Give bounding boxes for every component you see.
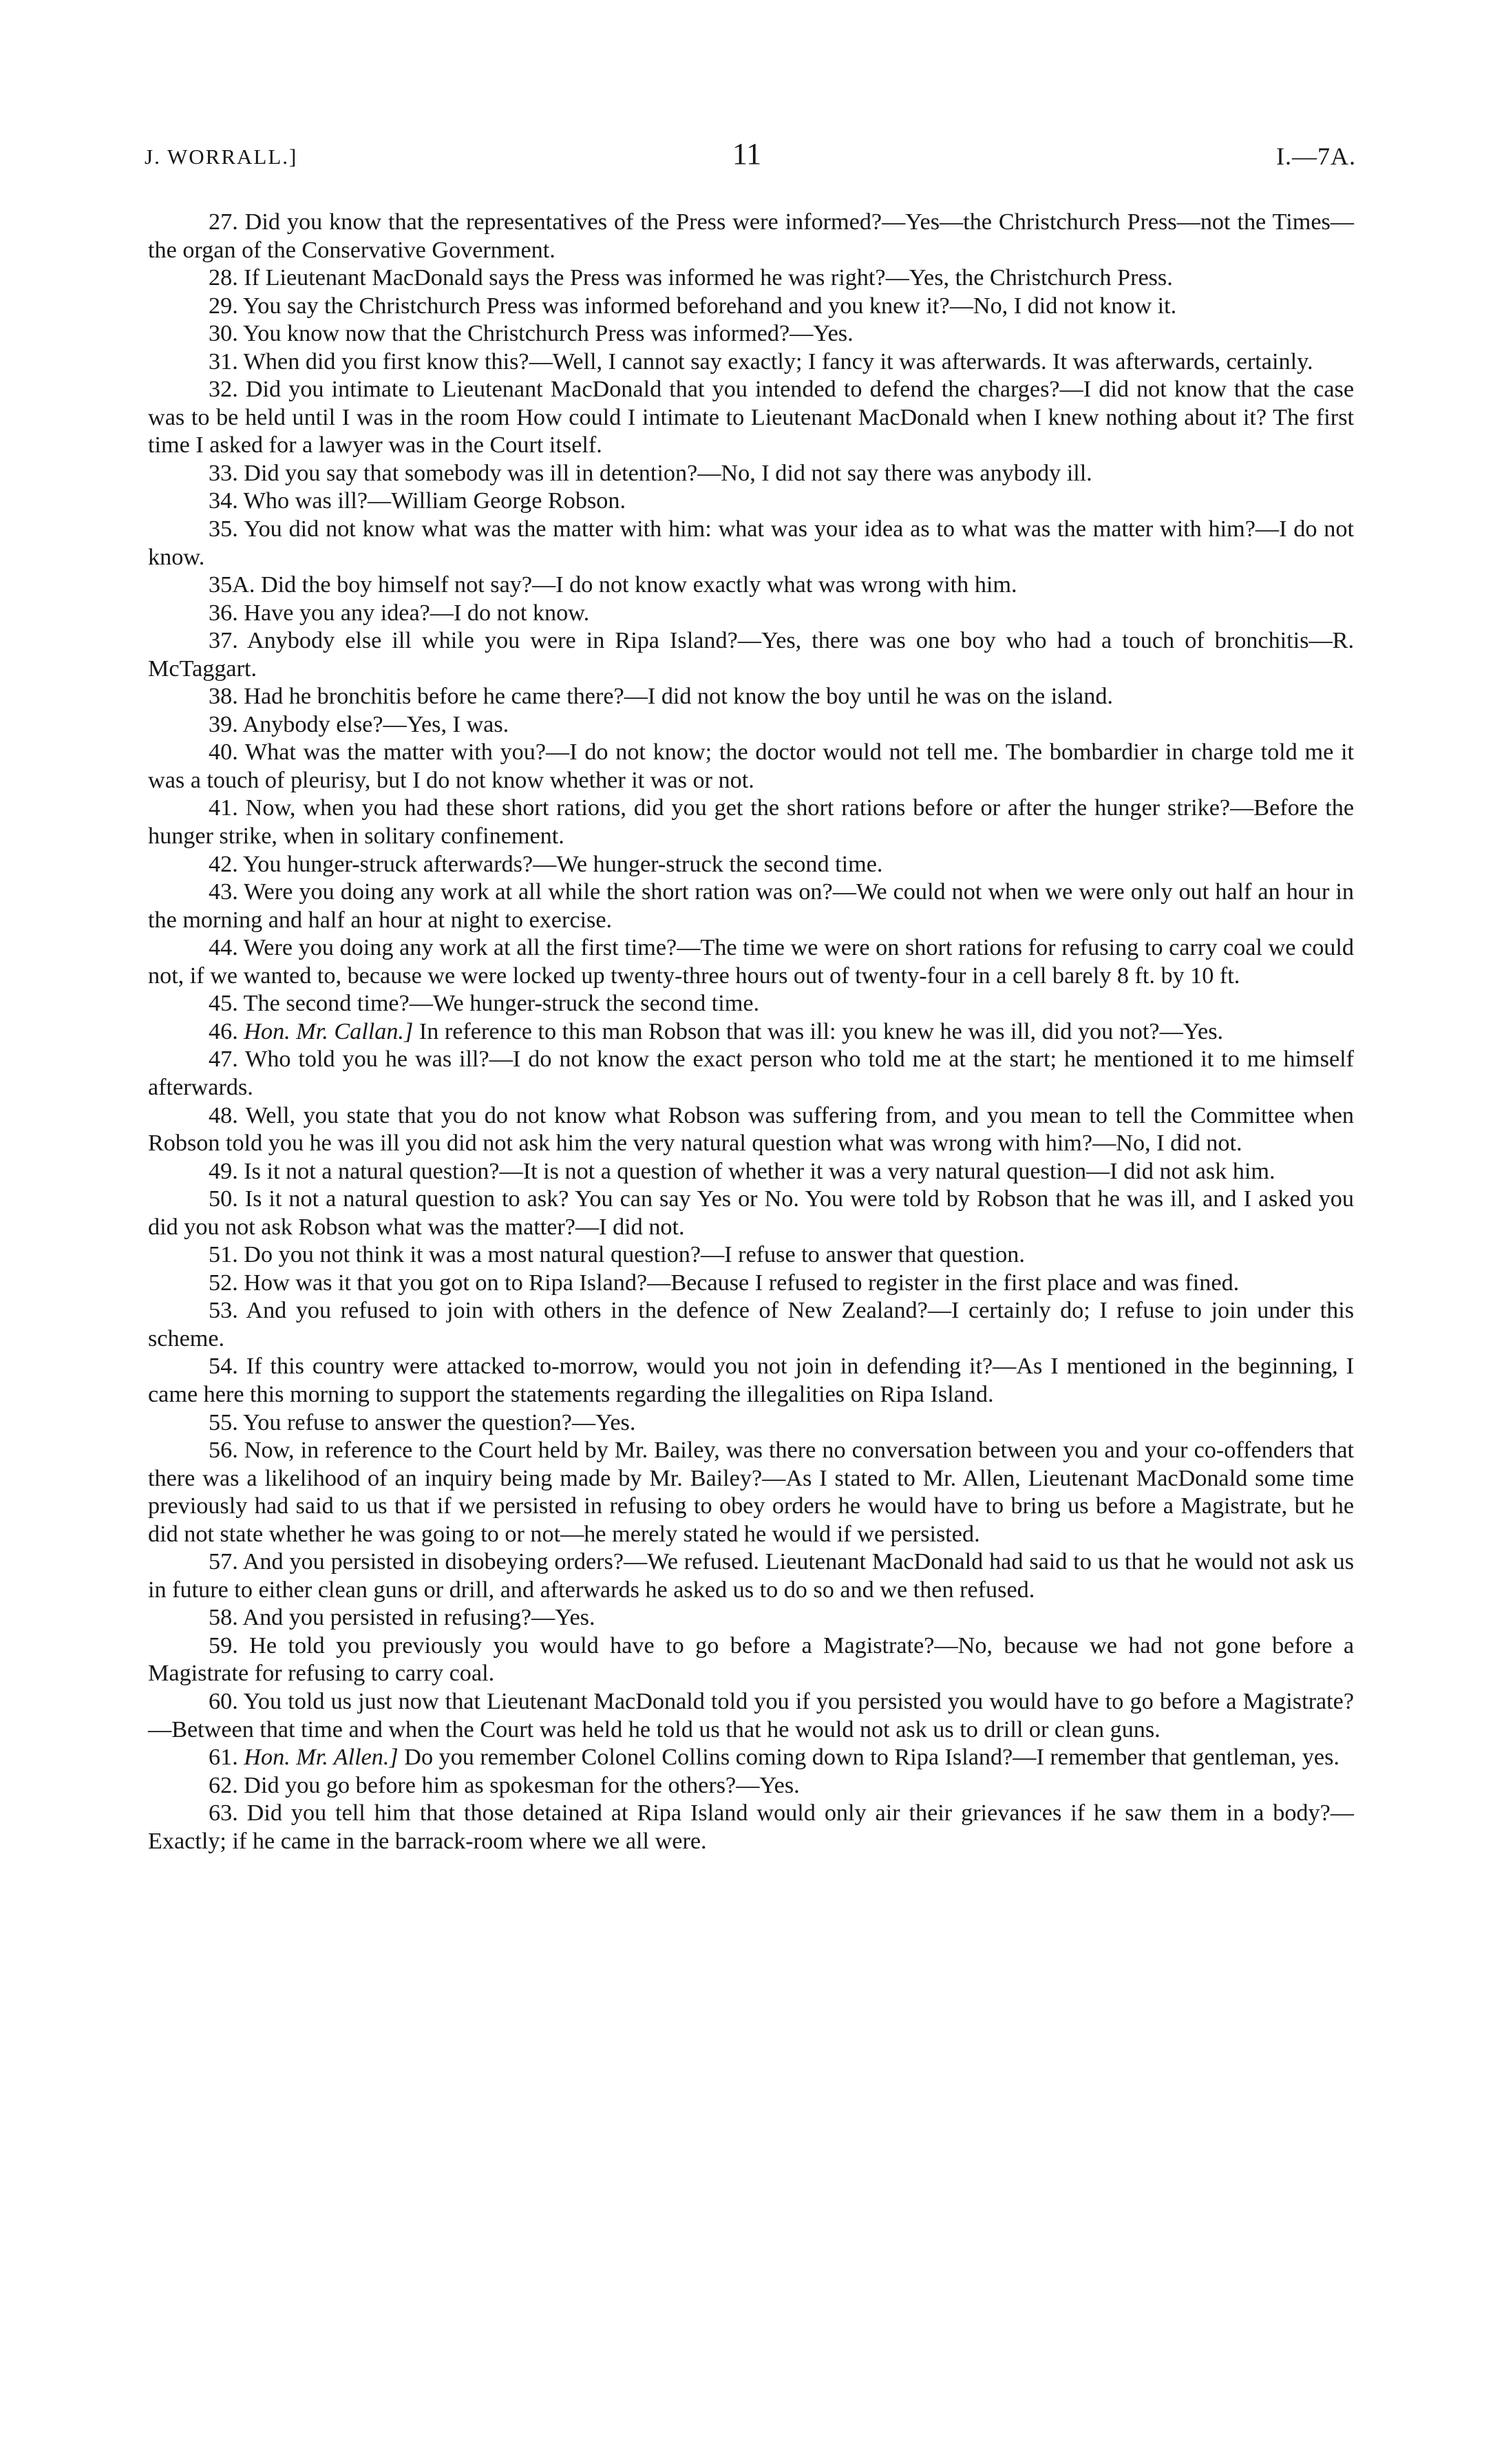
paragraph-53: 53. And you refused to join with others in the defence of New Zealand?—I certainly do; I refuse to join under this scheme. (148, 1298, 1354, 1351)
speaker-label: Hon. Mr. Allen.] (244, 1745, 399, 1771)
paragraph-51: 51. Do you not think it was a most natural question?—I refuse to answer that question. (209, 1242, 1025, 1268)
paragraph-36: 36. Have you any idea?—I do not know. (209, 600, 590, 626)
paragraph-42: 42. You hunger-struck afterwards?—We hunger-struck the second time. (209, 851, 883, 877)
paragraph-62: 62. Did you go before him as spokesman for the others?—Yes. (209, 1772, 800, 1798)
paragraph-63: 63. Did you tell him that those detained at Ripa Island would only air their grievances if he saw them in a body?—Exactly; if he came in the barrack-room where we all were. (148, 1800, 1354, 1854)
paragraph-text: In reference to this man Robson that was ill: you knew he was ill, did you not?—Yes. (419, 1018, 1224, 1044)
page-header (138, 136, 1356, 178)
paragraph-48: 48. Well, you state that you do not know what Robson was suffering from, and you mean to tell the Committee when Robson told you he was ill you did not ask him the very natural question what was wrong with him?—No, I did not. (148, 1102, 1354, 1157)
paragraph-60: 60. You told us just now that Lieutenant MacDonald told you if you persisted you would have to go before a Magistrate?—Between that time and when the Court was held he told us that he would not ask us to drill or clean guns. (148, 1688, 1354, 1742)
paragraph-37: 37. Anybody else ill while you were in Ripa Island?—Yes, there was one boy who had a touch of bronchitis—R. McTaggart. (148, 628, 1354, 682)
paragraph-54: 54. If this country were attacked to-morrow, would you not join in defending it?—As I mentioned in the beginning, I came here this morning to support the statements regarding the illegalities on Ripa Island. (148, 1354, 1354, 1407)
paragraph-43: 43. Were you doing any work at all while the short ration was on?—We could not when we were only out half an hour in the morning and half an hour at night to exercise. (148, 879, 1354, 933)
paragraph-49: 49. Is it not a natural question?—It is not a question of whether it was a very natural question—I did not ask him. (209, 1158, 1275, 1184)
document-body (148, 209, 1354, 1855)
header-witness-name: J. WORRALL.] (145, 145, 298, 169)
paragraph-56: 56. Now, in reference to the Court held by Mr. Bailey, was there no conversation between you and your co-offenders that there was a likelihood of an inquiry being made by Mr. Bailey?—As I stated to Mr. Allen, Lieutenant MacDonald some time previously had said to us that if we persisted in refusing to obey orders he would have to bring us before a Magistrate, but he did not state whether he was going to or not—he merely stated he would if we persisted. (148, 1438, 1354, 1547)
document-reference: I.—7A. (1276, 143, 1356, 170)
paragraph-46 (148, 1018, 1354, 1046)
paragraph-39: 39. Anybody else?—Yes, I was. (209, 711, 509, 737)
paragraph-text: Do you remember Colonel Collins coming down to Ripa Island?—I remember that gentleman, yes. (404, 1745, 1339, 1771)
paragraph-32: 32. Did you intimate to Lieutenant MacDonald that you intended to defend the charges?—I did not know that the case was to be held until I was in the room How could I intimate to Lieutenant MacDonald when I knew nothing about it? The first time I asked for a lawyer was in the Court itself. (148, 377, 1354, 459)
paragraph-58: 58. And you persisted in refusing?—Yes. (209, 1605, 595, 1631)
paragraph-30: 30. You know now that the Christchurch Press was informed?—Yes. (209, 321, 854, 347)
paragraph-29: 29. You say the Christchurch Press was informed beforehand and you knew it?—No, I did not know it. (209, 293, 1177, 319)
paragraph-35a: 35A. Did the boy himself not say?—I do not know exactly what was wrong with him. (209, 572, 1017, 598)
paragraph-55: 55. You refuse to answer the question?—Yes. (209, 1409, 636, 1435)
paragraph-50: 50. Is it not a natural question to ask? You can say Yes or No. You were told by Robson that he was ill, and I asked you did you not ask Robson what was the matter?—I did not. (148, 1186, 1354, 1240)
paragraph-57: 57. And you persisted in disobeying orders?—We refused. Lieutenant MacDonald had said to us that he would not ask us in future to either clean guns or drill, and afterwards he asked us to do so and we then refused. (148, 1549, 1354, 1603)
question-number: 46. (209, 1018, 238, 1044)
question-number: 61. (209, 1745, 238, 1771)
page-number: 11 (732, 137, 762, 171)
speaker-label: Hon. Mr. Callan.] (244, 1018, 414, 1044)
paragraph-34: 34. Who was ill?—William George Robson. (209, 488, 626, 514)
paragraph-33: 33. Did you say that somebody was ill in detention?—No, I did not say there was anybody ill. (209, 460, 1092, 486)
paragraph-35: 35. You did not know what was the matter with him: what was your idea as to what was the matter with him?—I do not know. (148, 516, 1354, 570)
paragraph-52: 52. How was it that you got on to Ripa Island?—Because I refused to register in the first place and was fined. (209, 1270, 1240, 1296)
paragraph-41: 41. Now, when you had these short rations, did you get the short rations before or after the hunger strike?—Before the hunger strike, when in solitary confinement. (148, 795, 1354, 850)
paragraph-47: 47. Who told you he was ill?—I do not know the exact person who told me at the start; he mentioned it to me himself afterwards. (148, 1046, 1354, 1100)
paragraph-27: 27. Did you know that the representatives of the Press were informed?—Yes—the Christchurch Press—not the Times—the organ of the Conservative Government. (148, 209, 1354, 263)
paragraph-61 (148, 1744, 1354, 1772)
paragraph-44: 44. Were you doing any work at all the first time?—The time we were on short rations for refusing to carry coal we could not, if we wanted to, because we were locked up twenty-three hours out of twenty-four in a cell barely 8 ft. by 10 ft. (148, 935, 1354, 989)
paragraph-38: 38. Had he bronchitis before he came there?—I did not know the boy until he was on the island. (209, 684, 1113, 710)
paragraph-28: 28. If Lieutenant MacDonald says the Press was informed he was right?—Yes, the Christchurch Press. (209, 265, 1173, 291)
paragraph-40: 40. What was the matter with you?—I do not know; the doctor would not tell me. The bombardier in charge told me it was a touch of pleurisy, but I do not know whether it was or not. (148, 739, 1354, 793)
paragraph-31: 31. When did you first know this?—Well, I cannot say exactly; I fancy it was afterwards. It was afterwards, certainly. (209, 348, 1313, 375)
paragraph-59: 59. He told you previously you would have to go before a Magistrate?—No, because we had not gone before a Magistrate for refusing to carry coal. (148, 1632, 1354, 1687)
paragraph-45: 45. The second time?—We hunger-struck the second time. (209, 991, 760, 1017)
